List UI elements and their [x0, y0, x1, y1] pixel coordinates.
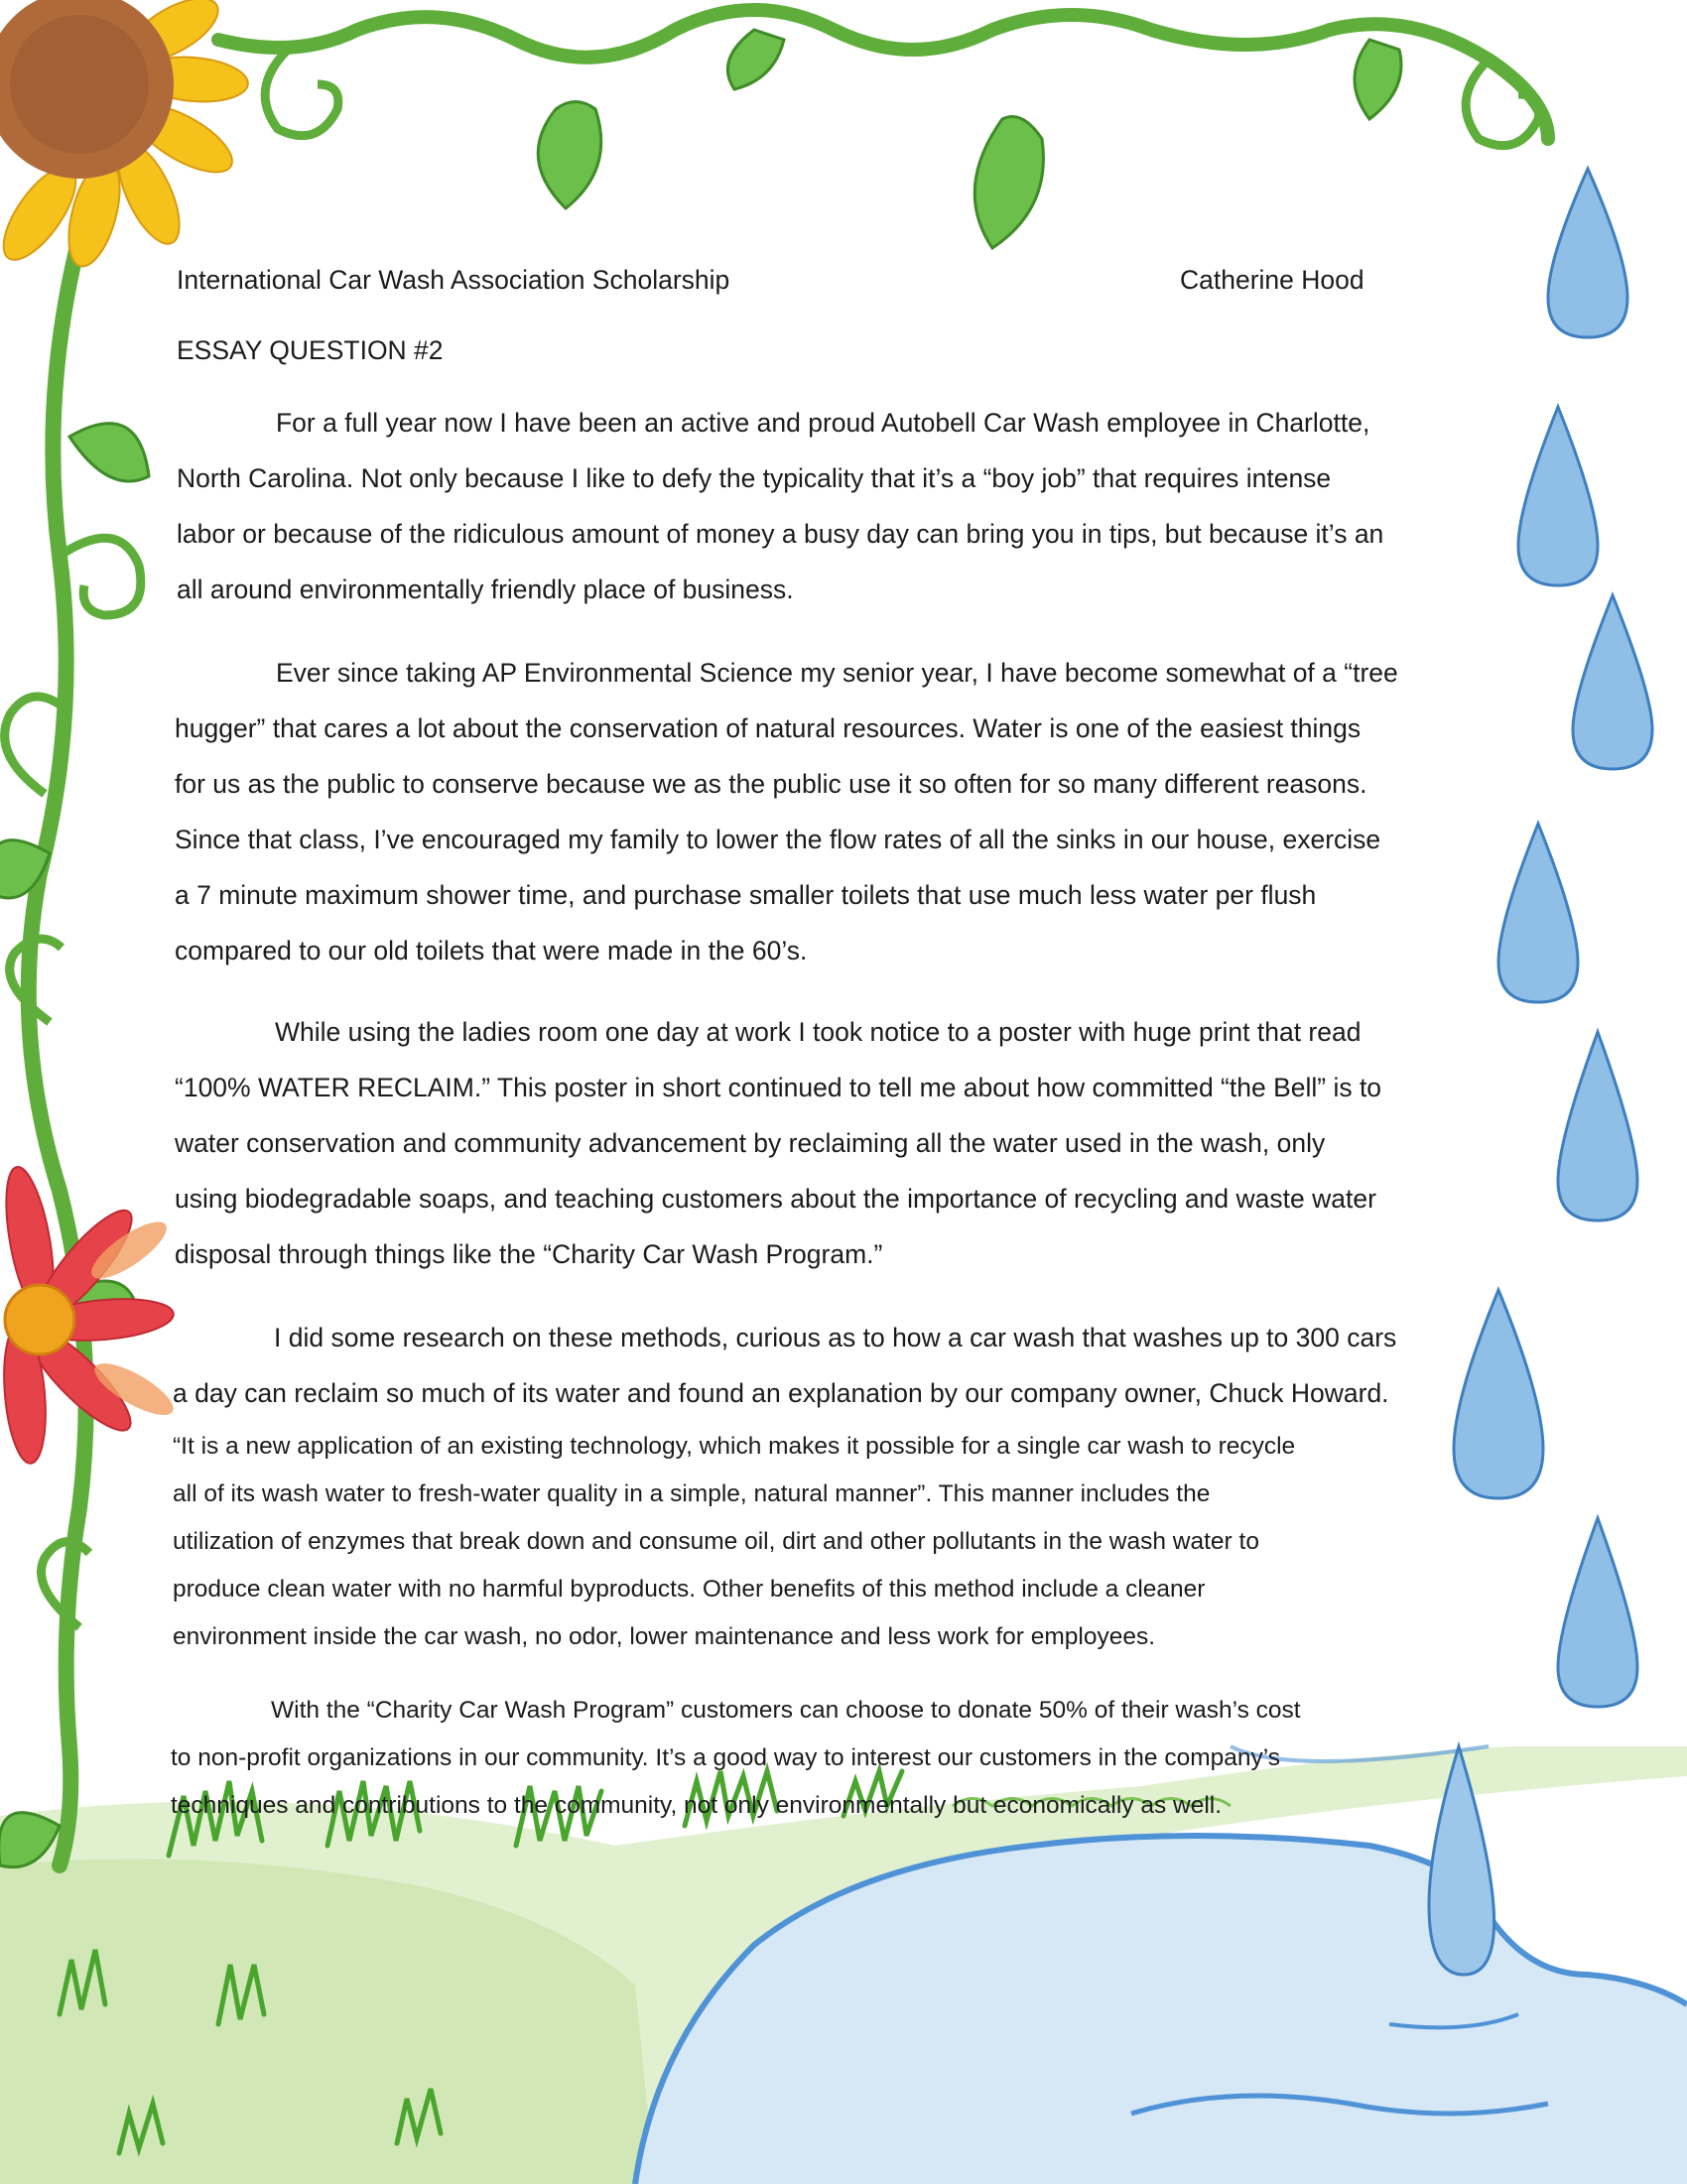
- text-line: produce clean water with no harmful byproducts. Other benefits of this method include a cleaner: [173, 1576, 1206, 1603]
- text-line: With the “Charity Car Wash Program” customers can choose to donate 50% of their wash’s cost: [271, 1697, 1301, 1724]
- author-name: Catherine Hood: [1180, 265, 1364, 295]
- essay-label: ESSAY QUESTION #2: [177, 335, 444, 365]
- text-line: techniques and contributions to the community, not only environmentally but economically as well.: [171, 1792, 1223, 1819]
- text-line: environment inside the car wash, no odor, lower maintenance and less work for employees.: [173, 1623, 1156, 1650]
- text-line: Ever since taking AP Environmental Science my senior year, I have become somewhat of a “tree: [276, 658, 1398, 688]
- text-line: Since that class, I’ve encouraged my family to lower the flow rates of all the sinks in our house, exercise: [175, 825, 1381, 854]
- text-line: disposal through things like the “Charity Car Wash Program.”: [175, 1239, 883, 1269]
- text-line: utilization of enzymes that break down and consume oil, dirt and other pollutants in the wash water to: [173, 1528, 1259, 1555]
- text-line: all of its wash water to fresh-water quality in a simple, natural manner”. This manner includes the: [173, 1480, 1211, 1507]
- text-line: a 7 minute maximum shower time, and purchase smaller toilets that use much less water per flush: [175, 880, 1317, 910]
- text-line: “It is a new application of an existing technology, which makes it possible for a single car wash to recycle: [173, 1433, 1296, 1460]
- text-line: compared to our old toilets that were made in the 60’s.: [175, 936, 808, 965]
- scholarship-title: International Car Wash Association Scholarship: [177, 265, 730, 295]
- text-line: For a full year now I have been an active and proud Autobell Car Wash employee in Charlotte,: [276, 408, 1370, 438]
- text-line: using biodegradable soaps, and teaching customers about the importance of recycling and waste water: [175, 1184, 1376, 1214]
- text-line: “100% WATER RECLAIM.” This poster in short continued to tell me about how committed “the Bell” is to: [175, 1073, 1382, 1102]
- text-line: to non-profit organizations in our community. It’s a good way to interest our customers in the company’s: [171, 1744, 1281, 1771]
- text-line: I did some research on these methods, curious as to how a car wash that washes up to 300 cars: [274, 1323, 1397, 1352]
- text-line: North Carolina. Not only because I like to defy the typicality that it’s a “boy job” that requires intense: [177, 463, 1332, 493]
- text-line: water conservation and community advancement by reclaiming all the water used in the wash, only: [175, 1128, 1326, 1158]
- text-line: all around environmentally friendly place of business.: [177, 575, 794, 604]
- text-line: While using the ladies room one day at work I took notice to a poster with huge print that read: [275, 1017, 1362, 1047]
- text-line: for us as the public to conserve because we as the public use it so often for so many different reasons.: [175, 769, 1367, 799]
- text-line: a day can reclaim so much of its water and found an explanation by our company owner, Chuck Howard.: [173, 1378, 1389, 1408]
- text-line: labor or because of the ridiculous amount of money a busy day can bring you in tips, but because it’s an: [177, 519, 1384, 549]
- text-line: hugger” that cares a lot about the conservation of natural resources. Water is one of the easiest things: [175, 713, 1362, 743]
